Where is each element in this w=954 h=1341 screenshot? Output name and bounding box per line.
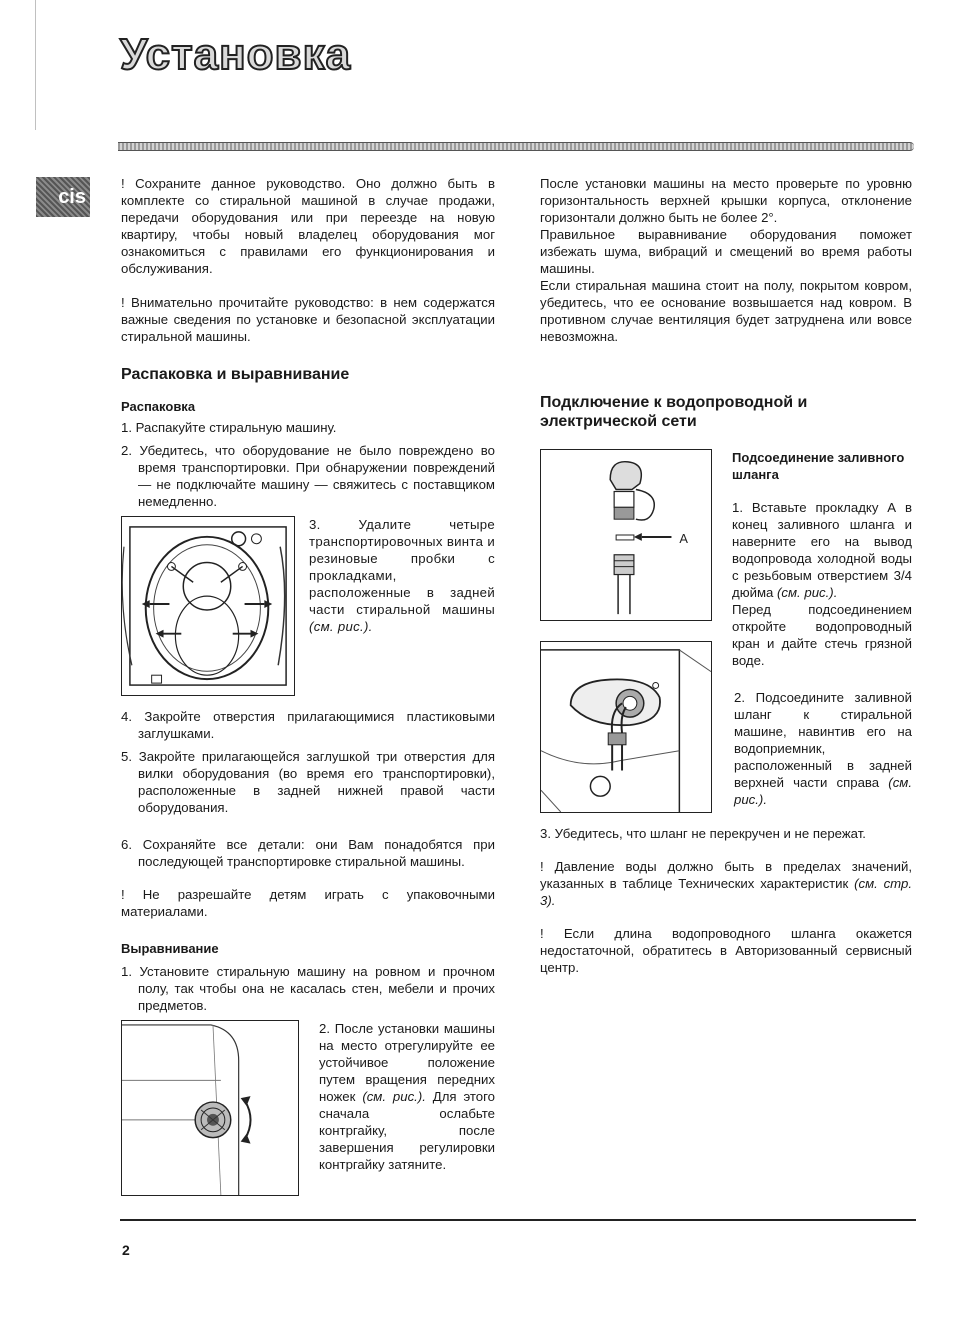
right-column: [540, 175, 912, 976]
hose-step-2-text: 2. Подсоедините заливной шланг к стиральной машине, навинтив его на водоприемник, расположенный в задней верхней части справа: [734, 690, 912, 790]
warning-pressure-ref: (см. стр. 3).: [540, 876, 912, 908]
hose-step-3: 3. Убедитесь, что шланг не перекручен и не пережат.: [540, 826, 866, 841]
footer-divider: [120, 1219, 916, 1221]
step-4: 4. Закройте отверстия прилагающимися пластиковыми заглушками.: [121, 709, 495, 741]
left-column: [121, 175, 495, 1196]
hose-step-2: [734, 689, 912, 808]
hose-step-1-figure-ref: (см. рис.).: [777, 585, 838, 600]
hose-step-1-note: Перед подсоединением откройте водопроводный кран и дайте стечь грязной воде.: [732, 602, 912, 668]
title-divider: [118, 142, 914, 151]
step-3-figure-ref: (см. рис.).: [309, 619, 373, 634]
section-heading-connection: Подключение к водопроводной и электрической сети: [540, 394, 808, 430]
subheading-inlet-hose: Подсоединение заливного шланга: [732, 450, 905, 482]
step-5: 5. Закройте прилагающейся заглушкой три отверстия для вилки оборудования (во время его транспортировки), расположенные в задней нижней правой части оборудования.: [121, 749, 495, 815]
leveling-paragraph-1: После установки машины на место проверьте по уровню горизонтальность верхней крышки корпуса, отклонение горизонтали должно быть не более 2°.: [540, 176, 912, 225]
level-step-2-text-b: Для этого сначала ослабьте контргайку, после завершения регулировки контргайку затяните.: [319, 1089, 495, 1172]
figure-hose-machine: [540, 641, 712, 813]
level-step-2-figure-ref: (см. рис.).: [362, 1089, 426, 1104]
intro-paragraph-2: ! Внимательно прочитайте руководство: в нем содержатся важные сведения по установке и безопасной эксплуатации стиральной машины.: [121, 295, 495, 344]
hose-step-1-text-block: [732, 449, 912, 669]
front-foot-drawing: [122, 1021, 298, 1195]
level-step-2-block: [121, 1020, 495, 1196]
rear-panel-drawing: [122, 517, 294, 695]
warning-pressure: [540, 858, 912, 909]
figure-front-foot: [121, 1020, 299, 1196]
subheading-leveling: Выравнивание: [121, 941, 219, 956]
hose-step-1-text: 1. Вставьте прокладку А в конец заливного шланга и наверните его на вывод водопровода холодной воды с резьбовым отверстием 3/4 дюйма: [732, 500, 912, 600]
intro-paragraph-1: ! Сохраните данное руководство. Оно должно быть в комплекте со стиральной машиной в случае продажи, передачи оборудования или при переезде на новую квартиру, чтобы новый владелец оборудования мог ознакомиться с правилами его функционирования и обслуживания.: [121, 176, 495, 276]
margin-line: [35, 0, 36, 130]
leveling-paragraph-3: Если стиральная машина стоит на полу, покрытом ковром, убедитесь, что ее основание возвышается над ковром. В противном случае вентиляция будет затруднена или вовсе невозможна.: [540, 278, 912, 344]
figure-rear-panel: [121, 516, 295, 696]
step-6: 6. Сохраняйте все детали: они Вам понадобятся при последующей транспортировке стиральной машины.: [121, 837, 495, 869]
step-3-block: [121, 516, 495, 696]
figure-hose-tap: [540, 449, 712, 621]
step-3-text: 3. Удалите четыре транспортировочных винта и резиновые пробки с прокладками, расположенные в задней части стиральной машины: [309, 517, 495, 617]
page-title: Установка: [120, 30, 352, 79]
level-step-2: [319, 1020, 495, 1173]
warning-children: ! Не разрешайте детям играть с упаковочными материалами.: [121, 887, 495, 919]
language-badge: cis: [36, 177, 90, 217]
step-3: [309, 516, 495, 635]
section-heading-unpacking: Распаковка и выравнивание: [121, 366, 350, 383]
level-step-2-text: 2. После установки машины на место отрегулируйте ее устойчивое положение путем вращения передних ножек: [319, 1021, 495, 1104]
level-step-1: 1. Установите стиральную машину на ровном и прочном полу, так чтобы она не касалась стен, мебели и прочих предметов.: [121, 964, 495, 1013]
warning-hose-length: ! Если длина водопроводного шланга окажется недостаточной, обратитесь в Авторизованный сервисный центр.: [540, 926, 912, 975]
warning-pressure-text: ! Давление воды должно быть в пределах значений, указанных в таблице Технических характеристик: [540, 859, 912, 891]
hose-machine-drawing: [541, 642, 711, 812]
hose-step-1: [732, 499, 912, 601]
step-2: 2. Убедитесь, что оборудование не было повреждено во время транспортировки. При обнаружении повреждений — не подключайте машину — свяжитесь с поставщиком немедленно.: [121, 443, 495, 509]
leveling-paragraph-2: Правильное выравнивание оборудования поможет избежать шума, вибраций и смещений во время работы машины.: [540, 227, 912, 276]
page-number: 2: [122, 1242, 130, 1258]
step-1: 1. Распакуйте стиральную машину.: [121, 420, 337, 435]
figure-label-a: А: [679, 530, 688, 546]
hose-tap-drawing: [541, 450, 711, 620]
hose-step-1-block: [540, 449, 912, 669]
hose-step-2-figure-ref: (см. рис.).: [734, 775, 912, 807]
subheading-unpacking: Распаковка: [121, 399, 196, 414]
